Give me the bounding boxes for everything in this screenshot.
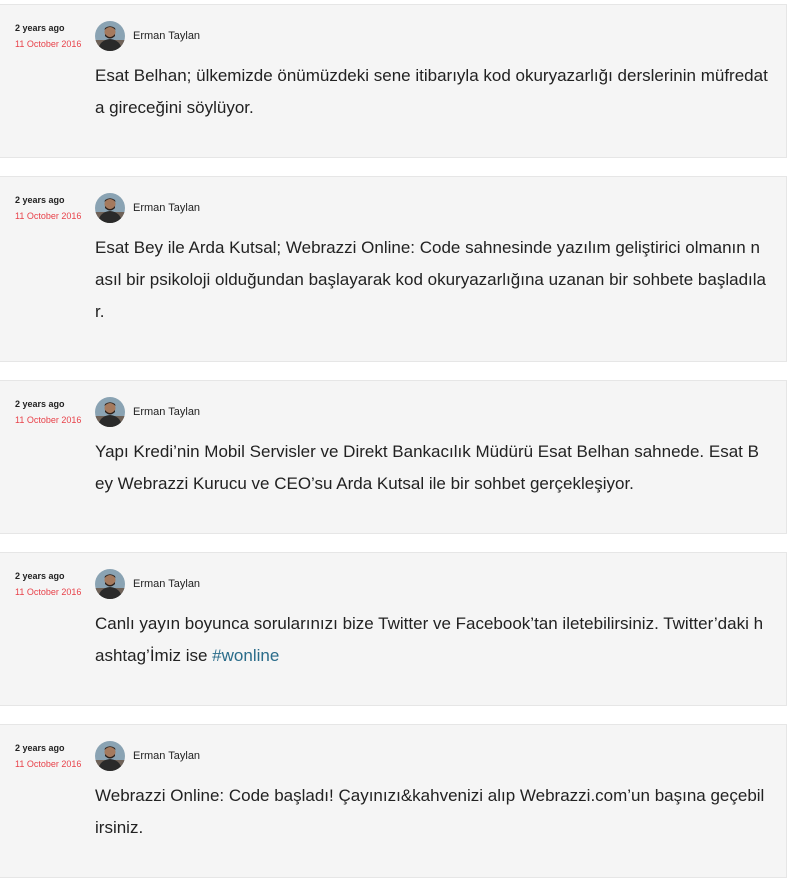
time-ago: 2 years ago — [15, 195, 65, 205]
hashtag-link[interactable]: #wonline — [212, 646, 280, 665]
live-blog-entry — [0, 4, 787, 158]
entry-meta — [15, 398, 91, 426]
author-name[interactable]: Erman Taylan — [133, 202, 201, 214]
author-row — [95, 741, 200, 771]
author-name[interactable]: Erman Taylan — [133, 578, 201, 590]
entry-content — [95, 232, 768, 328]
entry-text: Esat Bey ile Arda Kutsal; Webrazzi Online: Code sahnesinde yazılım geliştirici olmanın nasıl bir psikoloji olduğundan başlayarak kod okuryazarlığına uzanan bir sohbete başladılar. — [95, 238, 766, 321]
entry-content — [95, 436, 768, 500]
author-row — [95, 569, 200, 599]
entry-date: 11 October 2016 — [15, 39, 82, 49]
author-avatar[interactable] — [95, 397, 125, 427]
author-name[interactable]: Erman Taylan — [133, 406, 201, 418]
author-avatar[interactable] — [95, 21, 125, 51]
author-avatar[interactable] — [95, 569, 125, 599]
author-name[interactable]: Erman Taylan — [133, 30, 201, 42]
entry-meta — [15, 22, 91, 50]
entry-date: 11 October 2016 — [15, 415, 82, 425]
entry-meta — [15, 570, 91, 598]
entry-content — [95, 60, 768, 124]
entry-date: 11 October 2016 — [15, 759, 82, 769]
entry-text: Esat Belhan; ülkemizde önümüzdeki sene itibarıyla kod okuryazarlığı derslerinin müfredata gireceğini söylüyor. — [95, 66, 768, 117]
author-avatar[interactable] — [95, 193, 125, 223]
entry-text: Yapı Kredi’nin Mobil Servisler ve Direkt Bankacılık Müdürü Esat Belhan sahnede. Esat Bey Webrazzi Kurucu ve CEO’su Arda Kutsal ile bir sohbet gerçekleşiyor. — [95, 442, 759, 493]
entry-content — [95, 780, 768, 844]
entry-text: Webrazzi Online: Code başladı! Çayınızı&kahvenizi alıp Webrazzi.com’un başına geçebilirsiniz. — [95, 786, 765, 837]
author-row — [95, 193, 200, 223]
entry-meta — [15, 742, 91, 770]
author-name[interactable]: Erman Taylan — [133, 750, 201, 762]
entry-text: Canlı yayın boyunca sorularınızı bize Twitter ve Facebook’tan iletebilirsiniz. Twitter’daki hashtag’İmiz ise — [95, 614, 764, 665]
entry-content — [95, 608, 768, 672]
time-ago: 2 years ago — [15, 23, 65, 33]
live-blog-entry — [0, 380, 787, 534]
time-ago: 2 years ago — [15, 571, 65, 581]
live-blog-entry — [0, 552, 787, 706]
entry-meta — [15, 194, 91, 222]
author-row — [95, 397, 200, 427]
time-ago: 2 years ago — [15, 743, 65, 753]
author-avatar[interactable] — [95, 741, 125, 771]
live-blog-entry — [0, 176, 787, 362]
time-ago: 2 years ago — [15, 399, 65, 409]
live-blog-entry — [0, 724, 787, 878]
author-row — [95, 21, 200, 51]
entry-date: 11 October 2016 — [15, 587, 82, 597]
entry-date: 11 October 2016 — [15, 211, 82, 221]
